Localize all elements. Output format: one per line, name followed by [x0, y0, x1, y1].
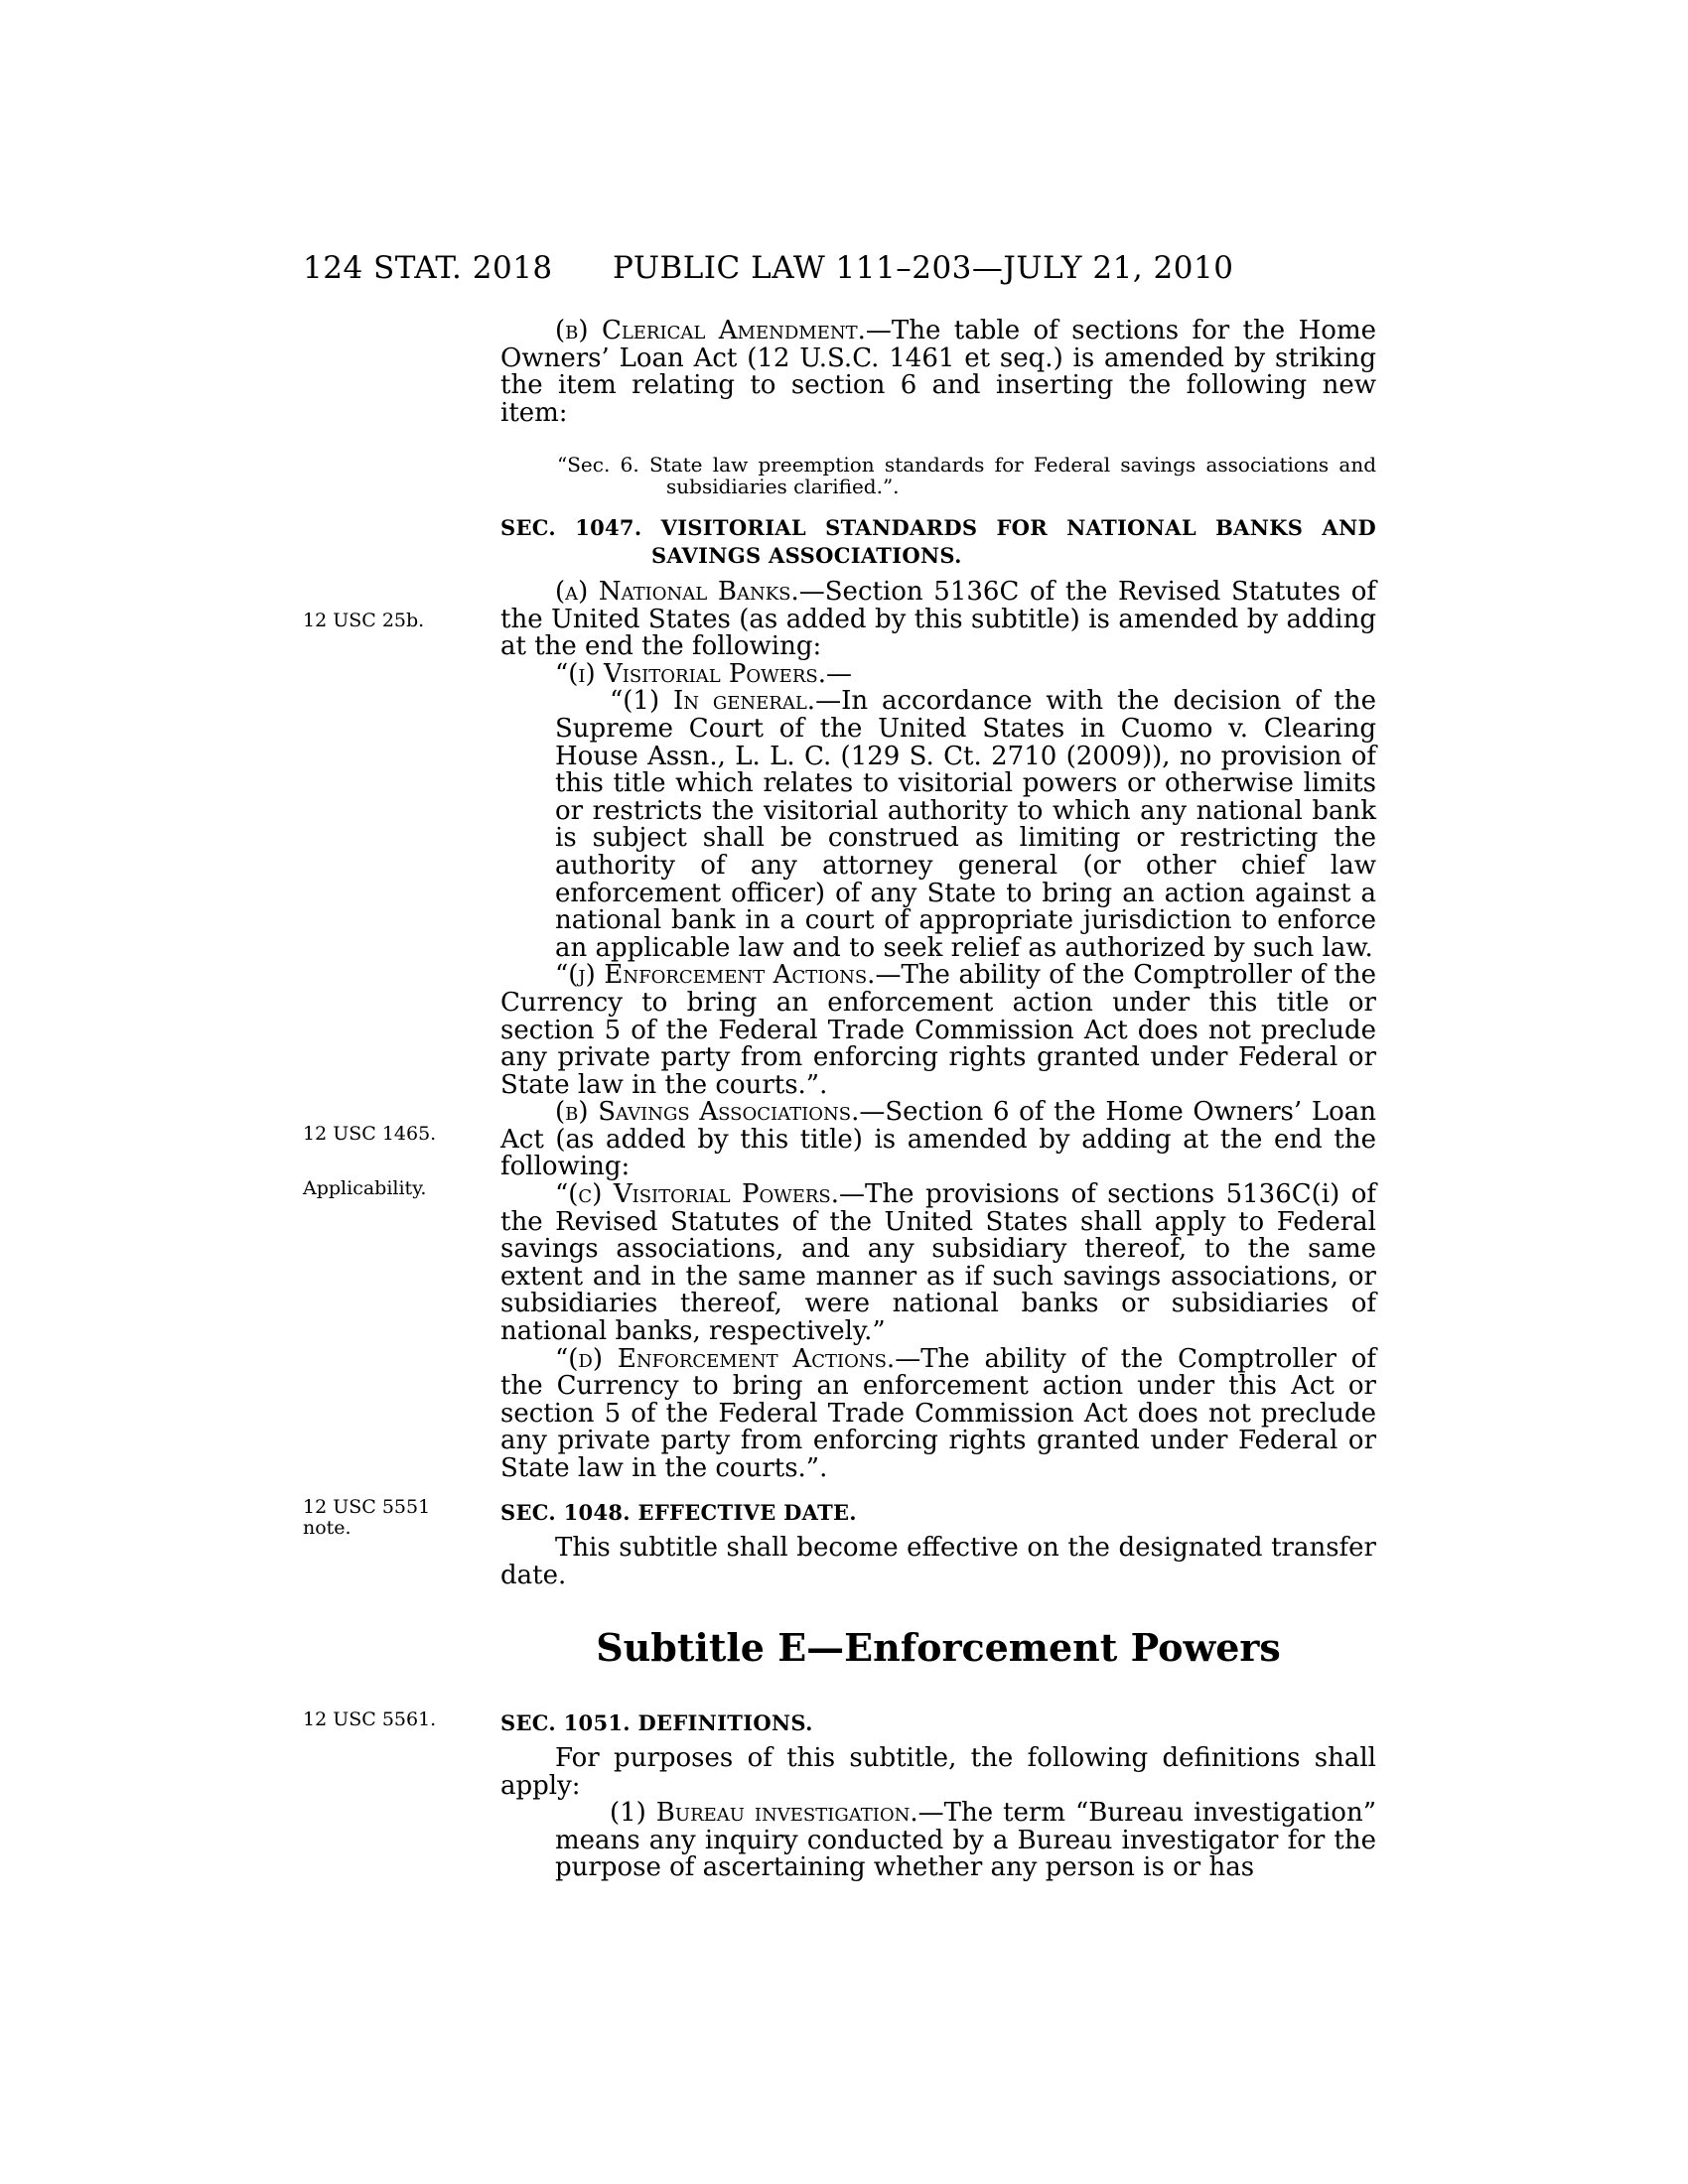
sec-1047-d-text: —The ability of the Comptroller of the Currency to bring an enforcement action under this Act or section 5 of the Federal Trade Commission Act does not preclude any private party from enforcing rights granted under Federal or State law in the courts.”. [500, 1343, 1376, 1483]
sec-1047-b-label: (b) Savings Associations. [555, 1097, 860, 1128]
sec-1047-heading: SEC. 1047. VISITORIAL STANDARDS FOR NATIONAL BANKS AND SAVINGS ASSOCIATIONS. [500, 515, 1376, 568]
sec-1048 [500, 1499, 1376, 1589]
clerical-amendment-text: —The table of sections for the Home Owners’ Loan Act (12 U.S.C. 1461 et seq.) is amended by striking the item relating to section 6 and inserting the following new item: [500, 316, 1376, 428]
quoted-sec6-item: “Sec. 6. State law preemption standards for Federal savings associations and subsidiaries clarified.”. [557, 453, 1376, 498]
sec-1047-heading-block [500, 514, 1376, 570]
sec-1051-intro: For purposes of this subtitle, the following definitions shall apply: [500, 1743, 1376, 1801]
margin-note-12usc25b: 12 USC 25b. [303, 610, 425, 631]
sec-1051-heading: SEC. 1051. DEFINITIONS. [500, 1710, 813, 1735]
quoted-section-item [500, 454, 1376, 497]
margin-note-12usc5551 [303, 1497, 430, 1539]
clerical-amendment-label: (b) Clerical Amendment. [555, 316, 866, 345]
sec-1047-i1-label: “(1) In general. [610, 686, 816, 717]
sec-1047-i1 [500, 688, 1376, 962]
sec-1051-def1 [500, 1800, 1376, 1882]
sec-1051 [500, 1709, 1376, 1882]
sec-1047-a [500, 579, 1376, 661]
sec-1048-heading: SEC. 1048. EFFECTIVE DATE. [500, 1500, 857, 1525]
margin-note-12usc5551-line2: note. [303, 1517, 352, 1539]
sec-1047-a-label: (a) National Banks. [555, 577, 799, 607]
margin-note-applicability: Applicability. [303, 1177, 427, 1199]
sec-1047-a-text: —Section 5136C of the Revised Statutes of the United States (as added by this subtitle) is amended by adding at the end the following: [500, 577, 1376, 662]
sec-1048-text: This subtitle shall become effective on the designated transfer date. [500, 1533, 1376, 1590]
sec-1047-c [500, 1181, 1376, 1346]
sec-1047-j [500, 962, 1376, 1099]
sec-1047-i [500, 658, 1376, 689]
stat-page-reference: 124 STAT. 2018 [303, 250, 553, 286]
law-header: PUBLIC LAW 111–203—JULY 21, 2010 [613, 250, 1234, 286]
margin-note-12usc1465: 12 USC 1465. [303, 1123, 437, 1145]
sec-1047-b-text: —Section 6 of the Home Owners’ Loan Act (as added by this title) is amended by adding at the end the following: [500, 1097, 1376, 1182]
subtitle-e-heading: Subtitle E—Enforcement Powers [596, 1625, 1281, 1670]
sec-1047-c-text: —The provisions of sections 5136C(i) of the Revised Statutes of the United States shall apply to Federal savings associations, and any subsidiary thereof, to the same extent and in the same manner as if such savings associations, or subsidiaries thereof, were national banks or subsidiaries of national banks, respectively.” [500, 1179, 1376, 1347]
clerical-amendment-paragraph [500, 318, 1376, 427]
clerical-amendment [500, 318, 1376, 427]
sec-1047-j-label: “(j) Enforcement Actions. [555, 960, 876, 991]
sec-1047-body [500, 579, 1376, 1483]
sec-1047-i-label: “(i) Visitorial Powers. [555, 658, 826, 689]
margin-note-12usc5551-line1: 12 USC 5551 [303, 1496, 431, 1518]
sec-1047-i1-text: —In accordance with the decision of the Supreme Court of the United States in Cuomo v. Clearing House Assn., L. L. C. (129 S. Ct. 2710 (2009)), no provision of this title which relates to visitorial powers or otherwise limits or restricts the visitorial authority to which any national bank is subject shall be construed as limiting or restricting the authority of any attorney general (or other chief law enforcement officer) of any State to bring an action against a national bank in a court of appropriate jurisdiction to enforce an applicable law and to seek relief as authorized by such law. [555, 686, 1376, 963]
sec-1047-j-text: —The ability of the Comptroller of the Currency to bring an enforcement action under this title or section 5 of the Federal Trade Commission Act does not preclude any private party from enforcing rights granted under Federal or State law in the courts.”. [500, 960, 1376, 1100]
sec-1047-c-label: “(c) Visitorial Powers. [555, 1179, 840, 1210]
sec-1047-d-label: “(d) Enforcement Actions. [555, 1343, 896, 1374]
sec-1051-def1-label: (1) Bureau investigation. [610, 1798, 918, 1829]
sec-1047-i-text: — [825, 658, 852, 689]
sec-1047-d [500, 1343, 1376, 1483]
sec-1051-def1-text: —The term “Bureau investigation” means any inquiry conducted by a Bureau investigator for the purpose of ascertaining whether any person is or has [555, 1798, 1376, 1883]
sec-1047-b [500, 1099, 1376, 1181]
margin-note-12usc5561: 12 USC 5561. [303, 1708, 437, 1730]
